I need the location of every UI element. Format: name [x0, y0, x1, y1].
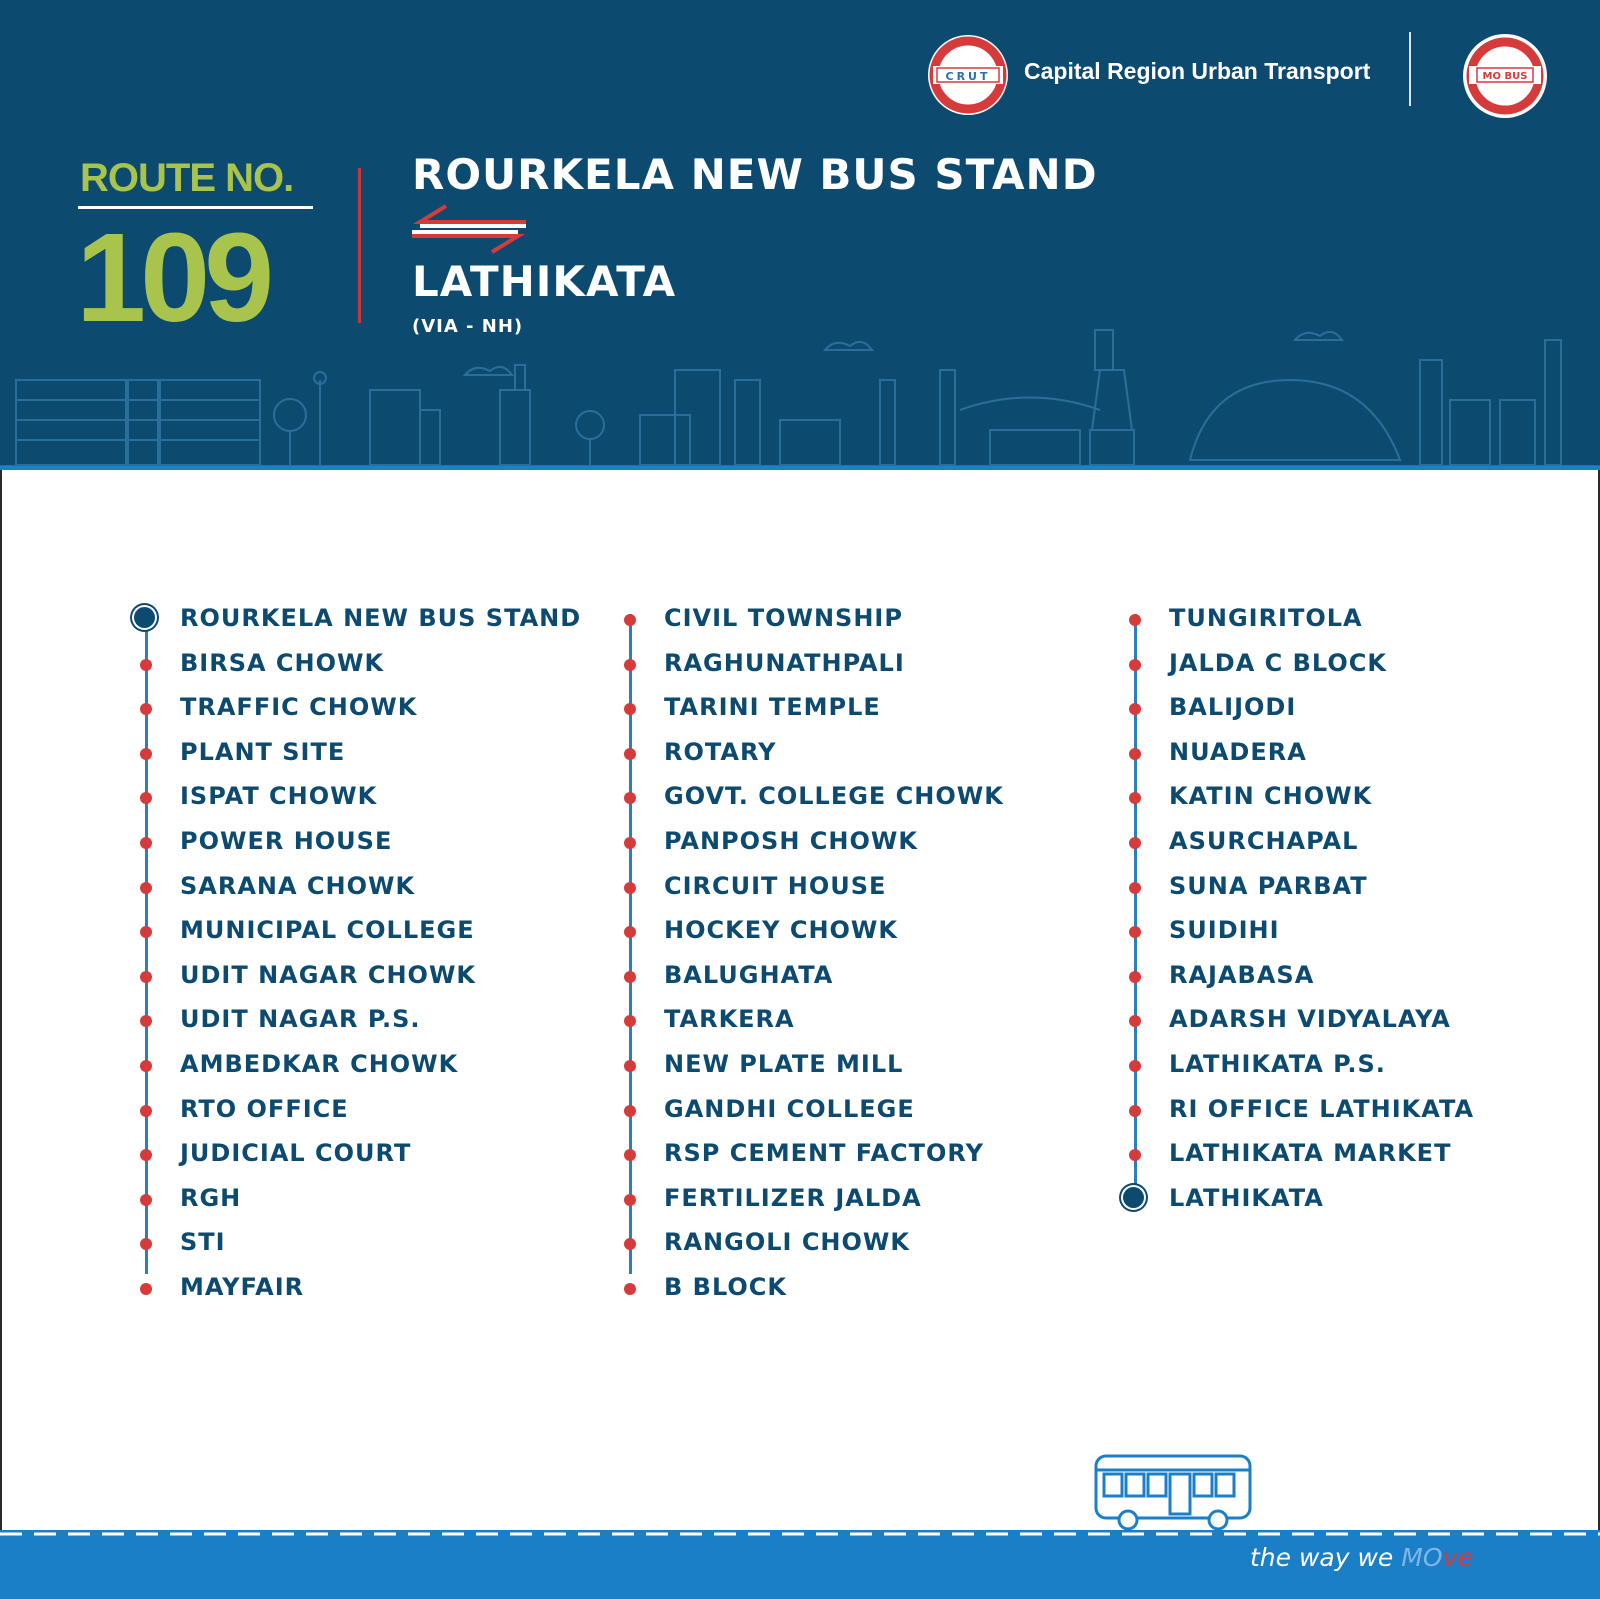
- stop-name: TARKERA: [664, 1005, 795, 1034]
- tagline-ve: ve: [1442, 1543, 1473, 1572]
- stop-name: PLANT SITE: [180, 737, 346, 766]
- stop-name: GANDHI COLLEGE: [664, 1094, 915, 1123]
- stop-name: AMBEDKAR CHOWK: [180, 1050, 459, 1078]
- stop-marker: [140, 837, 152, 849]
- stop-name: ISPAT CHOWK: [180, 782, 378, 811]
- stop-marker: [1129, 614, 1141, 626]
- stop-marker: [624, 614, 636, 626]
- stop-marker: [140, 1283, 152, 1295]
- route-number: 109: [76, 207, 269, 348]
- stop-name: MUNICIPAL COLLEGE: [180, 916, 475, 945]
- stop-name: ROTARY: [664, 737, 777, 766]
- tagline-prefix: the way we: [1250, 1543, 1402, 1572]
- stop-name: JALDA C BLOCK: [1169, 648, 1387, 677]
- route-line: [1134, 614, 1137, 1186]
- stop-marker: [140, 1105, 152, 1117]
- stop-name: ROURKELA NEW BUS STAND: [180, 604, 582, 632]
- stop-name: RTO OFFICE: [180, 1094, 349, 1123]
- stop-marker: [624, 837, 636, 849]
- stop-marker: [624, 971, 636, 983]
- stop-marker: [624, 748, 636, 760]
- route-origin: ROURKELA NEW BUS STAND: [412, 150, 1098, 199]
- stop-marker: [140, 659, 152, 671]
- stop-name: RAJABASA: [1169, 960, 1315, 989]
- stop-marker: [1129, 748, 1141, 760]
- logo-divider: [1409, 32, 1411, 106]
- stop-name: LATHIKATA: [1169, 1183, 1324, 1212]
- stop-name: TUNGIRITOLA: [1169, 604, 1363, 632]
- stop-name: ADARSH VIDYALAYA: [1169, 1005, 1451, 1034]
- stop-name: SUIDIHI: [1169, 916, 1280, 945]
- stop-name: CIVIL TOWNSHIP: [664, 604, 903, 632]
- stop-name: PANPOSH CHOWK: [664, 827, 918, 855]
- terminal-stop-marker: [1123, 1187, 1144, 1208]
- stop-name: POWER HOUSE: [180, 827, 393, 855]
- stop-name: RAGHUNATHPALI: [664, 648, 905, 677]
- stop-marker: [624, 1060, 636, 1072]
- stop-marker: [1129, 882, 1141, 894]
- stop-name: KATIN CHOWK: [1169, 782, 1373, 811]
- bus-illustration: [1090, 1446, 1256, 1532]
- stop-name: TRAFFIC CHOWK: [180, 693, 418, 722]
- stop-name: RANGOLI CHOWK: [664, 1228, 910, 1257]
- mobus-logo: [1461, 32, 1549, 120]
- stop-marker: [1129, 1060, 1141, 1072]
- org-name: Capital Region Urban Transport: [1024, 58, 1371, 84]
- stop-name: UDIT NAGAR P.S.: [180, 1005, 421, 1034]
- stop-name: TARINI TEMPLE: [664, 693, 881, 722]
- road-dash-line: [0, 1532, 1600, 1536]
- stop-name: JUDICIAL COURT: [180, 1139, 412, 1168]
- stop-marker: [624, 659, 636, 671]
- stop-marker: [140, 882, 152, 894]
- stop-marker: [624, 1194, 636, 1206]
- stop-name: RGH: [180, 1183, 242, 1212]
- stop-name: SUNA PARBAT: [1169, 871, 1368, 900]
- stop-name: NEW PLATE MILL: [664, 1050, 904, 1078]
- stop-marker: [1129, 971, 1141, 983]
- stop-name: CIRCUIT HOUSE: [664, 871, 887, 900]
- stop-name: UDIT NAGAR CHOWK: [180, 960, 477, 989]
- header-banner: [0, 0, 1600, 470]
- route-label: ROUTE NO.: [80, 156, 294, 200]
- stop-name: B BLOCK: [664, 1273, 787, 1301]
- stop-marker: [1129, 1105, 1141, 1117]
- route-divider: [358, 168, 361, 323]
- stop-marker: [140, 1194, 152, 1206]
- stop-name: BIRSA CHOWK: [180, 648, 385, 677]
- stop-marker: [1129, 659, 1141, 671]
- footer-tagline: [1250, 1543, 1473, 1572]
- stop-name: ASURCHAPAL: [1169, 827, 1359, 855]
- svg-text:CRUT: CRUT: [945, 70, 991, 83]
- bidirectional-arrow-icon: [410, 200, 528, 258]
- stop-name: NUADERA: [1169, 737, 1307, 766]
- stop-marker: [624, 1105, 636, 1117]
- stop-marker: [140, 748, 152, 760]
- stop-name: HOCKEY CHOWK: [664, 916, 898, 945]
- terminal-stop-marker: [134, 607, 155, 628]
- stop-name: GOVT. COLLEGE CHOWK: [664, 782, 1004, 811]
- stop-marker: [1129, 837, 1141, 849]
- stop-name: MAYFAIR: [180, 1273, 305, 1301]
- stop-name: RI OFFICE LATHIKATA: [1169, 1094, 1475, 1123]
- route-destination: LATHIKATA: [412, 257, 677, 306]
- route-via: (VIA - NH): [412, 316, 524, 337]
- stop-name: BALIJODI: [1169, 693, 1297, 722]
- stop-name: STI: [180, 1228, 226, 1257]
- stop-marker: [140, 1060, 152, 1072]
- stop-name: LATHIKATA MARKET: [1169, 1139, 1452, 1168]
- stop-marker: [140, 971, 152, 983]
- header-bottom-line: [0, 466, 1600, 470]
- stop-marker: [624, 1283, 636, 1295]
- stop-name: FERTILIZER JALDA: [664, 1183, 922, 1212]
- crut-logo: [925, 32, 1011, 118]
- stop-name: BALUGHATA: [664, 960, 834, 989]
- stop-name: LATHIKATA P.S.: [1169, 1050, 1386, 1078]
- stop-marker: [624, 882, 636, 894]
- svg-text:MO BUS: MO BUS: [1482, 71, 1528, 82]
- tagline-mo: MO: [1401, 1543, 1443, 1572]
- stop-name: SARANA CHOWK: [180, 871, 416, 900]
- stop-name: RSP CEMENT FACTORY: [664, 1139, 984, 1168]
